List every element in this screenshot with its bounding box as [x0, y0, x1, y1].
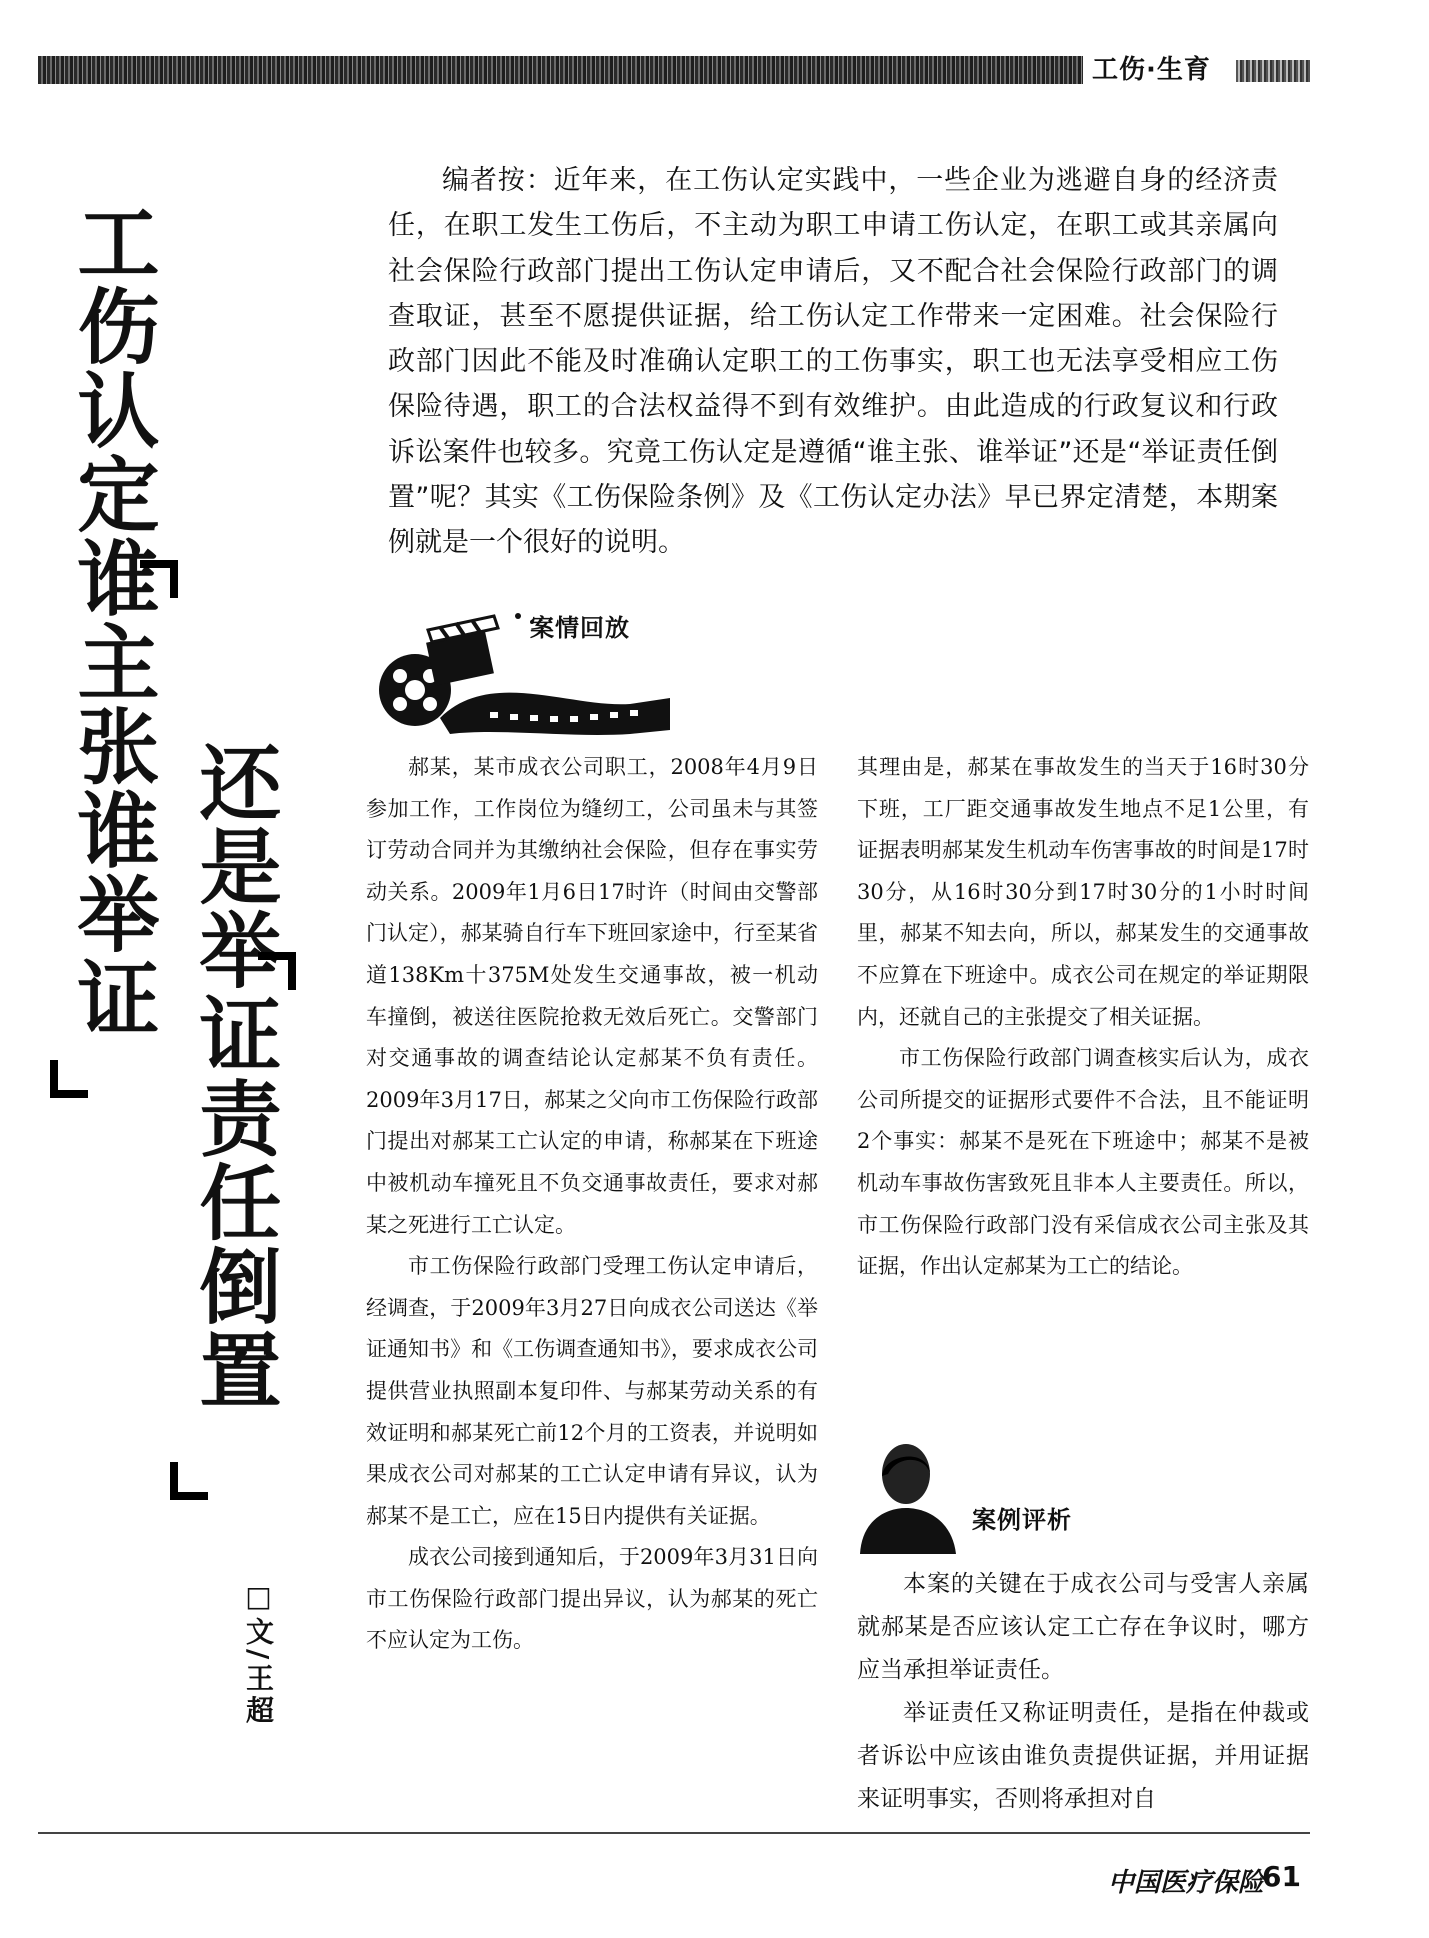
- section-label: 工伤·生育: [1086, 54, 1217, 86]
- case-paragraph: 其理由是，郝某在事故发生的当天于16时30分下班，工厂距交通事故发生地点不足1公里，有证据表明郝某发生机动车伤害事故的时间是17时30分，从16时30分到17时30分的1小时时间里，郝某不知去向，所以，郝某发生的交通事故不应算在下班途中。成衣公司在规定的举证期限内，还就自己的主张提交了相关证据。: [857, 755, 1309, 1029]
- title-bracket-close-1: [50, 1060, 88, 1098]
- case-review-heading: 案情回放: [530, 614, 630, 642]
- case-body-left-column: [366, 747, 818, 1662]
- case-analysis-heading: 案例评析: [972, 1506, 1072, 1534]
- title-bracket-close-2: [170, 1462, 208, 1500]
- person-silhouette-icon: [856, 1438, 966, 1554]
- case-paragraph: 市工伤保险行政部门调查核实后认为，成衣公司所提交的证据形式要件不合法，且不能证明2个事实：郝某不是死在下班途中；郝某不是被机动车事故伤害致死且非本人主要责任。所以，市工伤保险行政部门没有采信成衣公司主张及其证据，作出认定郝某为工亡的结论。: [857, 1046, 1309, 1279]
- analysis-paragraph: 举证责任又称证明责任，是指在仲裁或者诉讼中应该由谁负责提供证据，并用证据来证明事实，否则将承担对自: [857, 1700, 1309, 1812]
- case-paragraph: 成衣公司接到通知后，于2009年3月31日向市工伤保险行政部门提出异议，认为郝某的死亡不应认定为工伤。: [366, 1545, 818, 1653]
- analysis-column: [857, 1563, 1309, 1821]
- case-paragraph: 市工伤保险行政部门受理工伤认定申请后，经调查，于2009年3月27日向成衣公司送达《举证通知书》和《工伤调查通知书》，要求成衣公司提供营业执照副本复印件、与郝某劳动关系的有效证明和郝某死亡前12个月的工资表，并说明如果成衣公司对郝某的工亡认定申请有异议，认为郝某不是工亡，应在15日内提供有关证据。: [366, 1254, 818, 1528]
- header-decorative-tail: [1236, 60, 1310, 82]
- editor-note: 编者按：近年来，在工伤认定实践中，一些企业为逃避自身的经济责任，在职工发生工伤后，不主动为职工申请工伤认定，在职工或其亲属向社会保险行政部门提出工伤认定申请后，又不配合社会保险行政部门的调查取证，甚至不愿提供证据，给工伤认定工作带来一定困难。社会保险行政部门因此不能及时准确认定职工的工伤事实，职工也无法享受相应工伤保险待遇，职工的合法权益得不到有效维护。由此造成的行政复议和行政诉讼案件也较多。究竟工伤认定是遵循“谁主张、谁举证”还是“举证责任倒置”呢？其实《工伤保险条例》及《工伤认定办法》早已界定清楚，本期案例就是一个很好的说明。: [388, 165, 1278, 559]
- article-title-line2: 还是举证责任倒置: [186, 740, 281, 1412]
- title-bracket-open-1: [140, 560, 178, 598]
- case-body-right-column: [857, 747, 1309, 1288]
- author-byline: □文/王超: [242, 1580, 275, 1728]
- analysis-paragraph: 本案的关键在于成衣公司与受害人亲属就郝某是否应该认定工亡存在争议时，哪方应当承担举证责任。: [857, 1571, 1309, 1683]
- article-title-line1: 工伤认定谁主张谁举证: [64, 200, 159, 1040]
- case-paragraph: 郝某，某市成衣公司职工，2008年4月9日参加工作，工作岗位为缝纫工，公司虽未与其签订劳动合同并为其缴纳社会保险，但存在事实劳动关系。2009年1月6日17时许（时间由交警部门认定），郝某骑自行车下班回家途中，行至某省道138Km十375M处发生交通事故，被一机动车撞倒，被送往医院抢救无效后死亡。交警部门对交通事故的调查结论认定郝某不负有责任。2009年3月17日，郝某之父向市工伤保险行政部门提出对郝某工亡认定的申请，称郝某在下班途中被机动车撞死且不负交通事故责任，要求对郝某之死进行工亡认定。: [366, 755, 818, 1237]
- title-bracket-open-2: [258, 952, 296, 990]
- publication-name: 中国医疗保险: [1108, 1868, 1265, 1898]
- page-number: 61: [1262, 1860, 1301, 1893]
- footer-divider: [38, 1832, 1310, 1834]
- header-decorative-bar: [38, 56, 1083, 84]
